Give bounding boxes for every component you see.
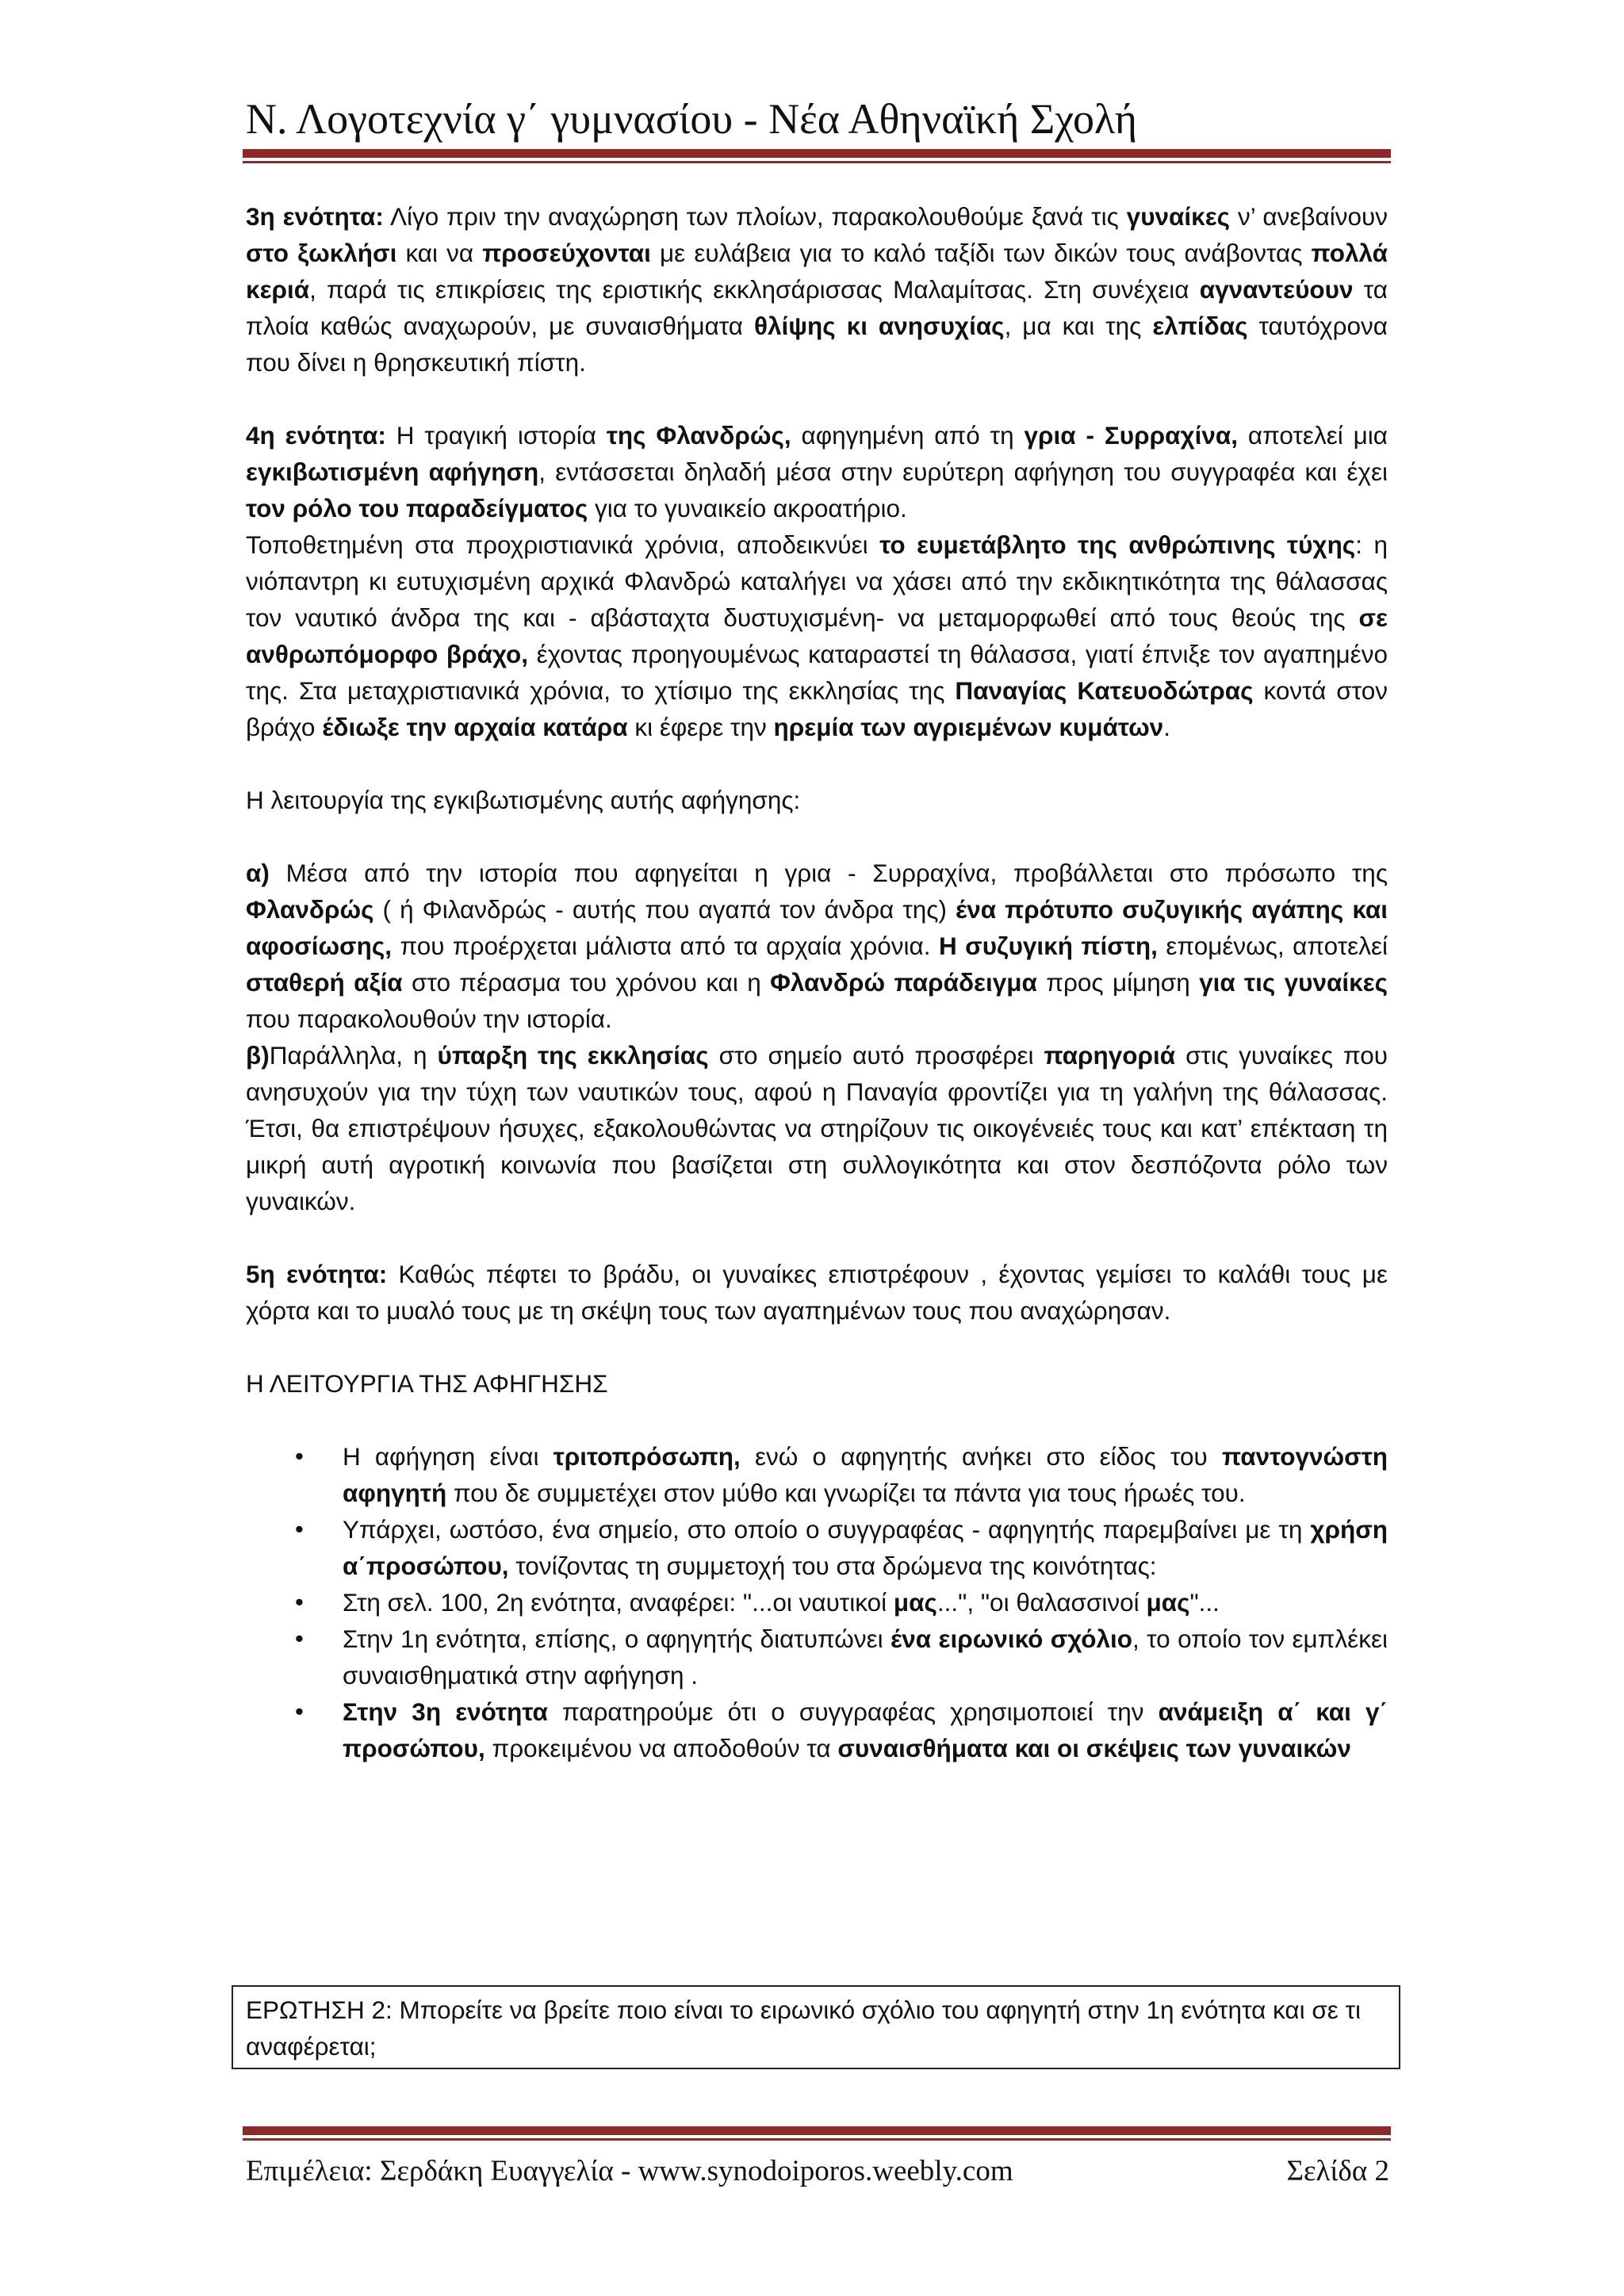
function-point-a	[246, 855, 1388, 1037]
narration-heading: Η ΛΕΙΤΟΥΡΓΙΑ ΤΗΣ ΑΦΗΓΗΣΗΣ	[246, 1369, 608, 1398]
page-number: Σελίδα 2	[1286, 2155, 1389, 2187]
bullet-item	[246, 1584, 1388, 1621]
bold-text-span: της Φλανδρώς,	[606, 421, 791, 450]
bold-text-span: προσεύχονται	[482, 239, 651, 267]
bold-text-span: παντογνώστη αφηγητή	[343, 1442, 1388, 1507]
bold-text-span: Στην 3η ενότητα	[343, 1697, 548, 1726]
text-span: , παρά τις επικρίσεις της εριστικής εκκλησάρισσας Μαλαμίτσας. Στη συνέχεια	[309, 275, 1200, 304]
text-span: και να	[396, 239, 483, 267]
text-span: Στη σελ. 100, 2η ενότητα, αναφέρει: "...οι ναυτικοί	[343, 1588, 894, 1617]
bold-text-span: μας	[1146, 1588, 1190, 1617]
text-span: στο σημείο αυτό προσφέρει	[708, 1041, 1044, 1070]
text-span: που προέρχεται μάλιστα από τα αρχαία χρόνια.	[391, 932, 939, 960]
text-span: ενώ ο αφηγητής ανήκει στο είδος του	[740, 1442, 1222, 1471]
footer-credit: Επιμέλεια: Σερδάκη Ευαγγελία - www.synodoiporos.weebly.com	[246, 2155, 1013, 2187]
bold-text-span: Η συζυγική πίστη,	[938, 932, 1158, 960]
bullet-dot-icon: •	[295, 1697, 304, 1725]
bold-text-span: τριτοπρόσωπη,	[553, 1442, 741, 1471]
text-span: κι έφερε την	[627, 713, 774, 741]
bullet-item	[246, 1693, 1388, 1766]
text-span: Τοποθετημένη στα προχριστιανικά χρόνια, αποδεικνύει	[246, 530, 880, 559]
text-span: , το οποίο τον εμπλέκει συναισθηματικά στην αφήγηση .	[343, 1624, 1388, 1689]
text-span: Υπάρχει, ωστόσο, ένα σημείο, στο οποίο ο συγγραφέας - αφηγητής παρεμβαίνει με τη	[343, 1515, 1311, 1544]
bold-text-span: έδιωξε την αρχαία κατάρα	[322, 713, 628, 741]
bold-text-span: 3η ενότητα:	[246, 202, 384, 231]
bold-text-span: α)	[246, 859, 270, 887]
section-5-paragraph	[246, 1256, 1388, 1329]
text-span: Η αφήγηση είναι	[343, 1442, 553, 1471]
text-span: στο πέρασμα του χρόνου και η	[402, 968, 771, 997]
bullet-item	[246, 1621, 1388, 1693]
text-span: ν’ ανεβαίνουν	[1230, 202, 1388, 231]
text-span: με ευλάβεια για το καλό ταξίδι των δικών τους ανάβοντας	[650, 239, 1312, 267]
bold-text-span: στο ξωκλήσι	[246, 239, 397, 267]
text-span: Μέσα από την ιστορία που αφηγείται η γρια - Συρραχίνα, προβάλλεται στο πρόσωπο της	[269, 859, 1388, 887]
header-divider	[243, 149, 1391, 163]
bullet-text	[343, 1515, 1388, 1580]
text-span: που δε συμμετέχει στον μύθο και γνωρίζει τα πάντα για τους ήρωές του.	[446, 1479, 1246, 1507]
page-header-title: Ν. Λογοτεχνία γ΄ γυμνασίου - Νέα Αθηναϊκή Σχολή	[246, 95, 1138, 143]
question-text: ΕΡΩΤΗΣΗ 2: Μπορείτε να βρείτε ποιο είναι το ειρωνικό σχόλιο του αφηγητή στην 1η ενότητα και σε τι αναφέρεται;	[246, 1996, 1362, 2061]
text-span: έχοντας προηγουμένως καταραστεί τη θάλασσα, γιατί έπνιξε τον αγαπημένο της. Στα μεταχριστιανικά χρόνια, το χτίσιμο της εκκλησίας της	[246, 640, 1388, 705]
bold-text-span: Παναγίας Κατευοδώτρας	[955, 676, 1254, 705]
bold-text-span: μας	[893, 1588, 937, 1617]
bold-text-span: συναισθήματα και οι σκέψεις των γυναικών	[837, 1734, 1351, 1762]
text-span: "...	[1189, 1588, 1220, 1617]
text-span: , μα και της	[1004, 312, 1153, 340]
text-span: προκειμένου να αποδοθούν τα	[485, 1734, 838, 1762]
function-point-b	[246, 1037, 1388, 1219]
bold-text-span: εγκιβωτισμένη αφήγηση	[246, 457, 539, 486]
text-span: αποτελεί μια	[1238, 421, 1388, 450]
text-span: Καθώς πέφτει το βράδυ, οι γυναίκες επιστρέφουν , έχοντας γεμίσει το καλάθι τους με χόρτα και το μυαλό τους με τη σκέψη τους των αγαπημένων τους που αναχώρησαν.	[246, 1260, 1388, 1325]
bold-text-span: παρηγοριά	[1044, 1041, 1176, 1070]
bold-text-span: θλίψης κι ανησυχίας	[754, 312, 1005, 340]
text-span: ...", "οι θαλασσινοί	[936, 1588, 1147, 1617]
text-span: κοντά στον βράχο	[246, 676, 1388, 741]
footer-divider	[243, 2126, 1391, 2141]
bullet-text	[343, 1588, 1220, 1617]
bullet-item	[246, 1511, 1388, 1584]
bold-text-span: ανάμειξη α΄ και γ΄ προσώπου,	[343, 1697, 1388, 1762]
bold-text-span: ύπαρξη της εκκλησίας	[437, 1041, 709, 1070]
bullet-item	[246, 1438, 1388, 1511]
bold-text-span: 4η ενότητα:	[246, 421, 386, 450]
main-content	[246, 198, 1388, 1766]
text-span: τονίζοντας τη συμμετοχή του στα δρώμενα της κοινότητας:	[508, 1552, 1157, 1580]
bold-text-span: 5η ενότητα:	[246, 1260, 388, 1288]
bullet-dot-icon: •	[295, 1442, 304, 1470]
function-intro: Η λειτουργία της εγκιβωτισμένης αυτής αφήγησης:	[246, 786, 801, 814]
text-span: για το γυναικείο ακροατήριο.	[588, 494, 907, 522]
bold-text-span: γυναίκες	[1126, 202, 1231, 231]
bold-text-span: ηρεμία των αγριεμένων κυμάτων	[773, 713, 1164, 741]
bullet-text	[343, 1442, 1388, 1507]
bold-text-span: αγναντεύουν	[1199, 275, 1354, 304]
text-span: .	[1163, 713, 1170, 741]
bullet-text	[343, 1624, 1388, 1689]
text-span: ταυτόχρονα που δίνει η θρησκευτική πίστη.	[246, 312, 1388, 377]
narration-bullet-list	[246, 1438, 1388, 1766]
text-span: Παράλληλα, η	[269, 1041, 438, 1070]
section-4-paragraph	[246, 417, 1388, 526]
bold-text-span: Φλανδρώς	[246, 895, 374, 924]
bold-text-span: ένα πρότυπο συζυγικής αγάπης και αφοσίωσης,	[246, 895, 1388, 960]
text-span: παρατηρούμε ότι ο συγγραφέας χρησιμοποιεί την	[547, 1697, 1159, 1726]
text-span: Λίγο πριν την αναχώρηση των πλοίων, παρακολουθούμε ξανά τις	[383, 202, 1127, 231]
bold-text-span: β)	[246, 1041, 270, 1070]
bold-text-span: ελπίδας	[1152, 312, 1248, 340]
bullet-dot-icon: •	[295, 1515, 304, 1543]
bullet-text	[343, 1697, 1388, 1762]
text-span: τα πλοία καθώς αναχωρούν, με συναισθήματα	[246, 275, 1388, 340]
text-span: στις γυναίκες που ανησυχούν για την τύχη των ναυτικών τους, αφού η Παναγία φροντίζει για τη γαλήνη της θάλασσας. Έτσι, θα επιστρέψουν ήσυχες, εξακολουθώντας να στηρίζουν τις οικογένειές τους και κατ’ επέκταση τη μικρή αυτή αγροτική κοινωνία που βασίζεται στη συλλογικότητα και στον δεσπόζοντα ρόλο των γυναικών.	[246, 1041, 1388, 1215]
bold-text-span: για τις γυναίκες	[1199, 968, 1388, 997]
bold-text-span: γρια - Συρραχίνα,	[1024, 421, 1238, 450]
text-span: Στην 1η ενότητα, επίσης, ο αφηγητής διατυπώνει	[343, 1624, 891, 1653]
section-4-continuation	[246, 526, 1388, 745]
bold-text-span: τον ρόλο του παραδείγματος	[246, 494, 588, 522]
text-span: προς μίμηση	[1036, 968, 1200, 997]
question-box	[232, 1985, 1400, 2069]
text-span: που παρακολουθούν την ιστορία.	[246, 1004, 612, 1033]
section-3-paragraph	[246, 198, 1388, 381]
bold-text-span: σε ανθρωπόμορφο βράχο,	[246, 603, 1388, 668]
text-span: επομένως, αποτελεί	[1157, 932, 1388, 960]
text-span: : η νιόπαντρη κι ευτυχισμένη αρχικά Φλανδρώ καταλήγει να χάσει από την εκδικητικότητα της θάλασσας τον ναυτικό άνδρα της και - αβάσταχτα δυστυχισμένη- να μεταμορφωθεί από τους θεούς της	[246, 530, 1388, 632]
bullet-dot-icon: •	[295, 1624, 304, 1652]
text-span: , εντάσσεται δηλαδή μέσα στην ευρύτερη αφήγηση του συγγραφέα και έχει	[538, 457, 1388, 486]
bold-text-span: ένα ειρωνικό σχόλιο	[891, 1624, 1133, 1653]
bold-text-span: Φλανδρώ παράδειγμα	[770, 968, 1037, 997]
bullet-dot-icon: •	[295, 1588, 304, 1616]
text-span: ( ή Φιλανδρώς - αυτής που αγαπά τον άνδρα της)	[373, 895, 956, 924]
bold-text-span: χρήση α΄προσώπου,	[343, 1515, 1388, 1580]
bold-text-span: σταθερή αξία	[246, 968, 403, 997]
text-span: Η τραγική ιστορία	[385, 421, 607, 450]
bold-text-span: πολλά κεριά	[246, 239, 1388, 304]
bold-text-span: το ευμετάβλητο της ανθρώπινης τύχης	[879, 530, 1356, 559]
text-span: αφηγημένη από τη	[791, 421, 1025, 450]
